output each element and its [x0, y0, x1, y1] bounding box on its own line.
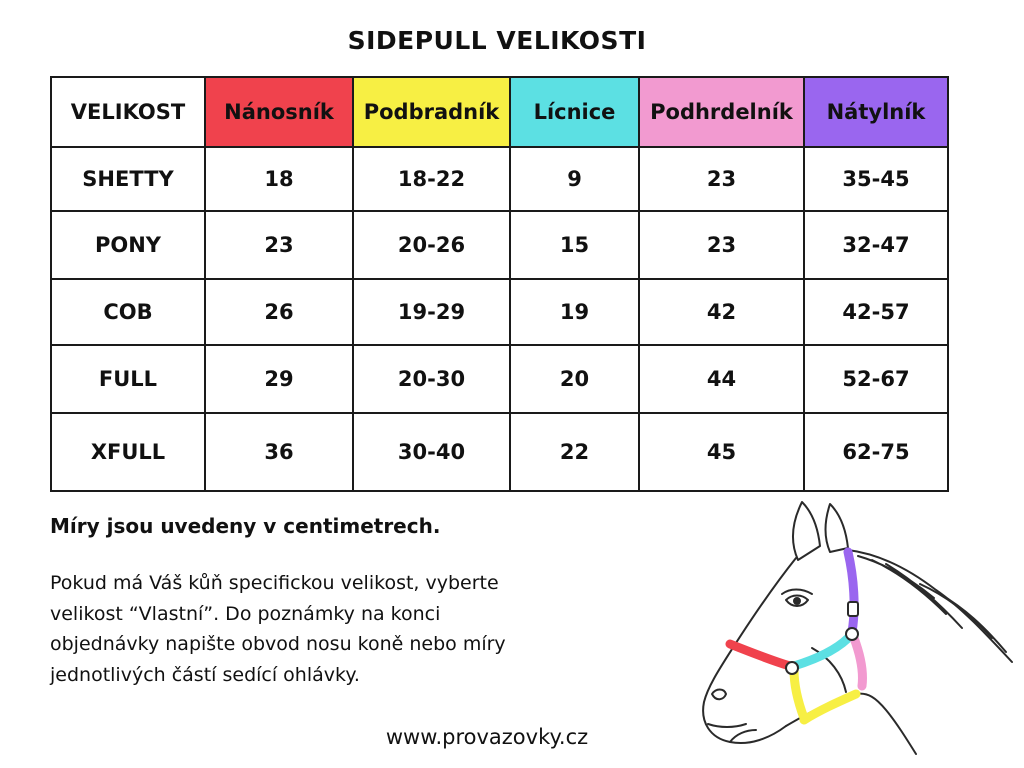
table-cell: 44 [639, 345, 804, 413]
table-cell: 23 [205, 211, 353, 279]
table-cell: 45 [639, 413, 804, 491]
header-natylnik: Nátylník [804, 77, 948, 147]
table-cell: 26 [205, 279, 353, 345]
size-table [50, 76, 949, 492]
size-name-cell: SHETTY [51, 147, 205, 211]
header-licnice: Lícnice [510, 77, 639, 147]
table-cell: 18-22 [353, 147, 510, 211]
page-title: SIDEPULL VELIKOSTI [347, 26, 647, 55]
table-cell: 23 [639, 211, 804, 279]
table-row [51, 147, 948, 211]
table-cell: 15 [510, 211, 639, 279]
table-cell: 23 [639, 147, 804, 211]
note-line: Pokud má Váš kůň specifickou velikost, vyberte [50, 572, 499, 594]
table-cell: 35-45 [804, 147, 948, 211]
table-row [51, 279, 948, 345]
table-cell: 52-67 [804, 345, 948, 413]
table-row [51, 413, 948, 491]
note-line: objednávky napište obvod nosu koně nebo míry [50, 633, 506, 655]
table-cell: 32-47 [804, 211, 948, 279]
header-podhrdelnik: Podhrdelník [639, 77, 804, 147]
website-url: www.provazovky.cz [385, 725, 589, 749]
size-name-cell: PONY [51, 211, 205, 279]
table-cell: 62-75 [804, 413, 948, 491]
custom-size-note [50, 568, 590, 690]
table-cell: 9 [510, 147, 639, 211]
table-cell: 20 [510, 345, 639, 413]
table-cell: 42 [639, 279, 804, 345]
table-cell: 29 [205, 345, 353, 413]
table-cell: 20-26 [353, 211, 510, 279]
table-cell: 36 [205, 413, 353, 491]
table-cell: 42-57 [804, 279, 948, 345]
table-header-row [51, 77, 948, 147]
table-cell: 19-29 [353, 279, 510, 345]
table-cell: 30-40 [353, 413, 510, 491]
size-name-cell: COB [51, 279, 205, 345]
size-name-cell: XFULL [51, 413, 205, 491]
header-velikost: VELIKOST [51, 77, 205, 147]
size-name-cell: FULL [51, 345, 205, 413]
table-cell: 19 [510, 279, 639, 345]
table-row [51, 345, 948, 413]
note-line: velikost “Vlastní”. Do poznámky na konci [50, 602, 441, 625]
note-line: jednotlivých částí sedící ohlávky. [50, 663, 360, 686]
table-cell: 20-30 [353, 345, 510, 413]
header-nanosnik: Nánosník [205, 77, 353, 147]
header-podbradnik: Podbradník [353, 77, 510, 147]
table-row [51, 211, 948, 279]
horse-head-halter-illustration [690, 498, 1020, 760]
units-note: Míry jsou uvedeny v centimetrech. [50, 514, 441, 538]
table-cell: 22 [510, 413, 639, 491]
table-cell: 18 [205, 147, 353, 211]
